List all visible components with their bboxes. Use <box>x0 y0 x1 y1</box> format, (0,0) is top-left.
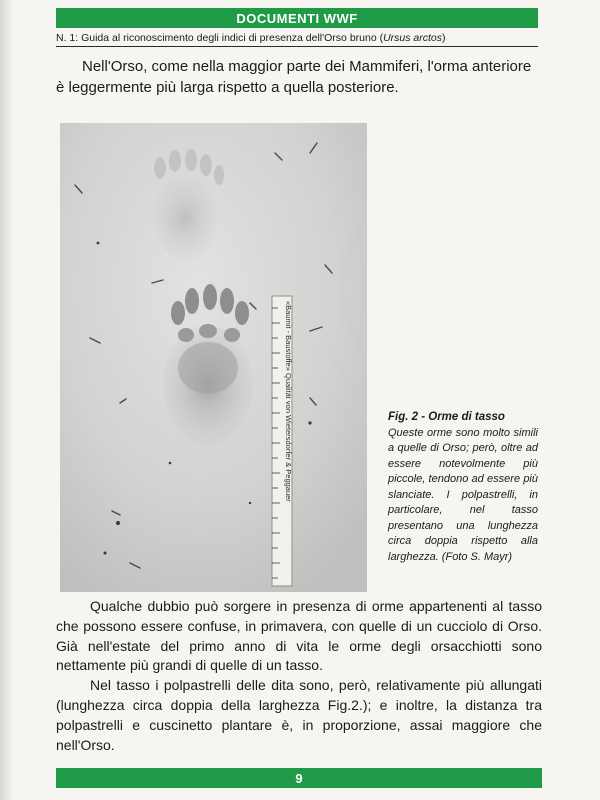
series-header-bar <box>56 8 538 28</box>
body-paragraph: Nel tasso i polpastrelli delle dita sono, però, relativamente più allungati (lunghezza circa doppia della larghezza Fig.2.); e inoltre, la distanza tra polpastrelli e cuscinetto plantare è, in proporzione, assai maggiore che nell'Orso. <box>56 677 542 753</box>
subtitle-prefix: N. 1: Guida al riconoscimento degli indici di presenza dell'Orso bruno ( <box>56 32 384 44</box>
figure-caption-title: Fig. 2 - Orme di tasso <box>388 411 505 423</box>
page-edge-shadow <box>0 0 14 800</box>
body-text <box>56 597 542 755</box>
footer-bar <box>56 768 542 788</box>
body-paragraph: Qualche dubbio può sorgere in presenza di orme appartenenti al tasso che possono essere confuse, in primavera, con quelle di un cucciolo di Orso. Già nell'estate del primo anno di vita le orme degli orsacchiotti sono nettamente più grandi di quelle di un tasso. <box>56 598 542 674</box>
document-subtitle <box>56 30 538 46</box>
figure-caption-text: Queste orme sono molto simili a quelle di Orso; però, oltre ad essere notevolmente più piccole, tendono ad essere più slanciate. I polpastrelli, in particolare, nel tasso presentano una lunghezza circa doppia rispetto alla larghezza. (Foto S. Mayr) <box>388 426 538 563</box>
lower-footprint <box>163 284 253 445</box>
figure-caption <box>388 410 538 565</box>
measuring-ruler <box>272 296 293 586</box>
intro-paragraph: Nell'Orso, come nella maggior parte dei Mammiferi, l'orma anteriore è leggermente più larga rispetto a quella posteriore. <box>56 58 532 96</box>
page-number: 9 <box>295 770 303 786</box>
badger-tracks-photo <box>60 123 367 592</box>
subtitle-scientific-name: Ursus arctos <box>383 32 443 44</box>
header-divider <box>56 46 538 47</box>
subtitle-suffix: ) <box>442 32 446 44</box>
ruler-text: «Baumit - Baustoffe» Qualität von Wietersdorfer & Peggauer <box>284 301 293 502</box>
series-title: DOCUMENTI WWF <box>236 10 358 26</box>
